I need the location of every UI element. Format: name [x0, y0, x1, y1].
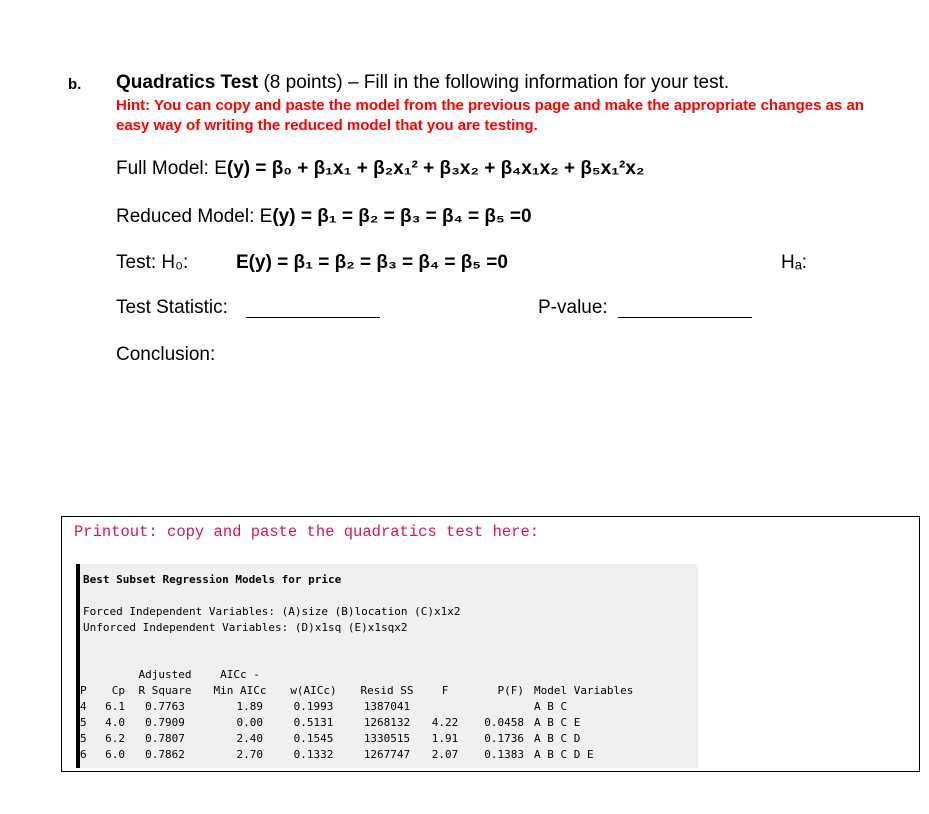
table-cell: [422, 698, 468, 714]
table-cell: 0.7909: [145, 715, 185, 729]
table-header-cell: Resid SS: [360, 683, 414, 697]
table-cell: 1.89: [236, 699, 263, 713]
table-cell: 1.91: [431, 731, 459, 745]
table-cell: 0.1993: [293, 699, 334, 713]
table-cell: 0.1545: [293, 731, 334, 745]
table-cell: 4: [80, 699, 87, 713]
question-title: [116, 72, 729, 94]
test-statistic-blank[interactable]: [246, 317, 380, 318]
question-title-bold: Quadratics Test: [116, 72, 259, 93]
reduced-model-line: [116, 206, 532, 228]
table-header-cell: Model Variables: [534, 683, 634, 697]
reduced-model-label: Reduced Model: E: [116, 206, 273, 227]
table-header-cell: R Square: [138, 683, 192, 697]
table-cell: 6.0: [105, 747, 125, 761]
table-header-cell: AICc -: [220, 667, 260, 681]
test-label: Test: H₀:: [116, 252, 189, 273]
alternative-hypothesis-label: Hₐ:: [781, 252, 808, 273]
table-cell: 1267747: [363, 747, 411, 761]
table-cell: A B C E: [534, 715, 581, 729]
table-cell: 0.5131: [293, 715, 334, 729]
table-cell: 0.0458: [484, 715, 524, 729]
table-cell: 0.1736: [484, 731, 524, 745]
table-cell: 6.1: [105, 699, 125, 713]
hint-text: Hint: You can copy and paste the model from the previous page and make the appropriate changes as an easy way of writing the reduced model that you are testing.: [116, 97, 864, 134]
table-cell: 0.00: [236, 715, 263, 729]
reduced-model-expression: (y) = β₁ = β₂ = β₃ = β₄ = β₅ =0: [272, 206, 532, 227]
best-subset-table: [80, 666, 684, 762]
table-header-cell: w(AICc): [290, 683, 337, 697]
table-cell: 0.7862: [145, 747, 185, 761]
table-row: [80, 714, 684, 730]
table-cell: A B C D E: [534, 747, 594, 761]
table-header-cell: F: [441, 683, 449, 697]
printout-title: Printout: copy and paste the quadratics test here:: [74, 523, 540, 541]
table-header-cell: Adjusted: [138, 667, 192, 681]
section-label: b.: [68, 76, 82, 93]
regression-output: [76, 564, 698, 768]
table-cell: 2.07: [431, 747, 459, 761]
full-model-expression: (y) = β₀ + β₁x₁ + β₂x₁² + β₃x₂ + β₄x₁x₂ + β₅x₁²x₂: [226, 158, 645, 179]
table-header-row: [80, 666, 684, 682]
table-cell: 6: [80, 747, 87, 761]
table-cell: 5: [80, 715, 87, 729]
table-cell: 0.7807: [145, 731, 185, 745]
printout-box: [61, 516, 920, 772]
table-cell: 0.1332: [293, 747, 334, 761]
table-cell: 6.2: [105, 731, 125, 745]
table-cell: 0.1383: [484, 747, 524, 761]
table-header-cell: P(F): [497, 683, 524, 697]
table-header-row: [80, 682, 684, 698]
output-heading: Best Subset Regression Models for price: [83, 573, 342, 586]
table-cell: 4.0: [105, 715, 125, 729]
table-row: [80, 730, 684, 746]
table-header-cell: Cp: [111, 683, 125, 697]
table-cell: 5: [80, 731, 87, 745]
table-cell: 4.22: [431, 715, 459, 729]
table-cell: 1268132: [363, 715, 411, 729]
forced-variables: Forced Independent Variables: (A)size (B)location (C)x1x2: [83, 605, 461, 618]
table-header-cell: P: [80, 683, 87, 697]
test-statistic-label: Test Statistic:: [116, 297, 228, 318]
question-title-rest: (8 points) – Fill in the following information for your test.: [258, 72, 730, 93]
table-cell: A B C D: [534, 731, 581, 745]
table-cell: A B C: [534, 699, 568, 713]
table-cell: 1387041: [363, 699, 411, 713]
conclusion-label: Conclusion:: [116, 344, 216, 365]
full-model-label: Full Model: E: [116, 158, 227, 179]
table-cell: 2.70: [236, 747, 263, 761]
table-header-cell: Min AICc: [213, 683, 267, 697]
pvalue-label: P-value:: [538, 297, 608, 318]
table-cell: 2.40: [236, 731, 263, 745]
pvalue-blank[interactable]: [618, 317, 752, 318]
table-cell: 0.7763: [145, 699, 185, 713]
full-model-line: [116, 158, 644, 180]
table-row: [80, 746, 684, 762]
null-hypothesis-expression: E(y) = β₁ = β₂ = β₃ = β₄ = β₅ =0: [236, 252, 508, 273]
table-cell: [468, 698, 524, 714]
table-row: [80, 698, 684, 714]
test-null-hypothesis: [236, 252, 508, 274]
table-cell: 1330515: [363, 731, 411, 745]
unforced-variables: Unforced Independent Variables: (D)x1sq (E)x1sqx2: [83, 621, 408, 634]
